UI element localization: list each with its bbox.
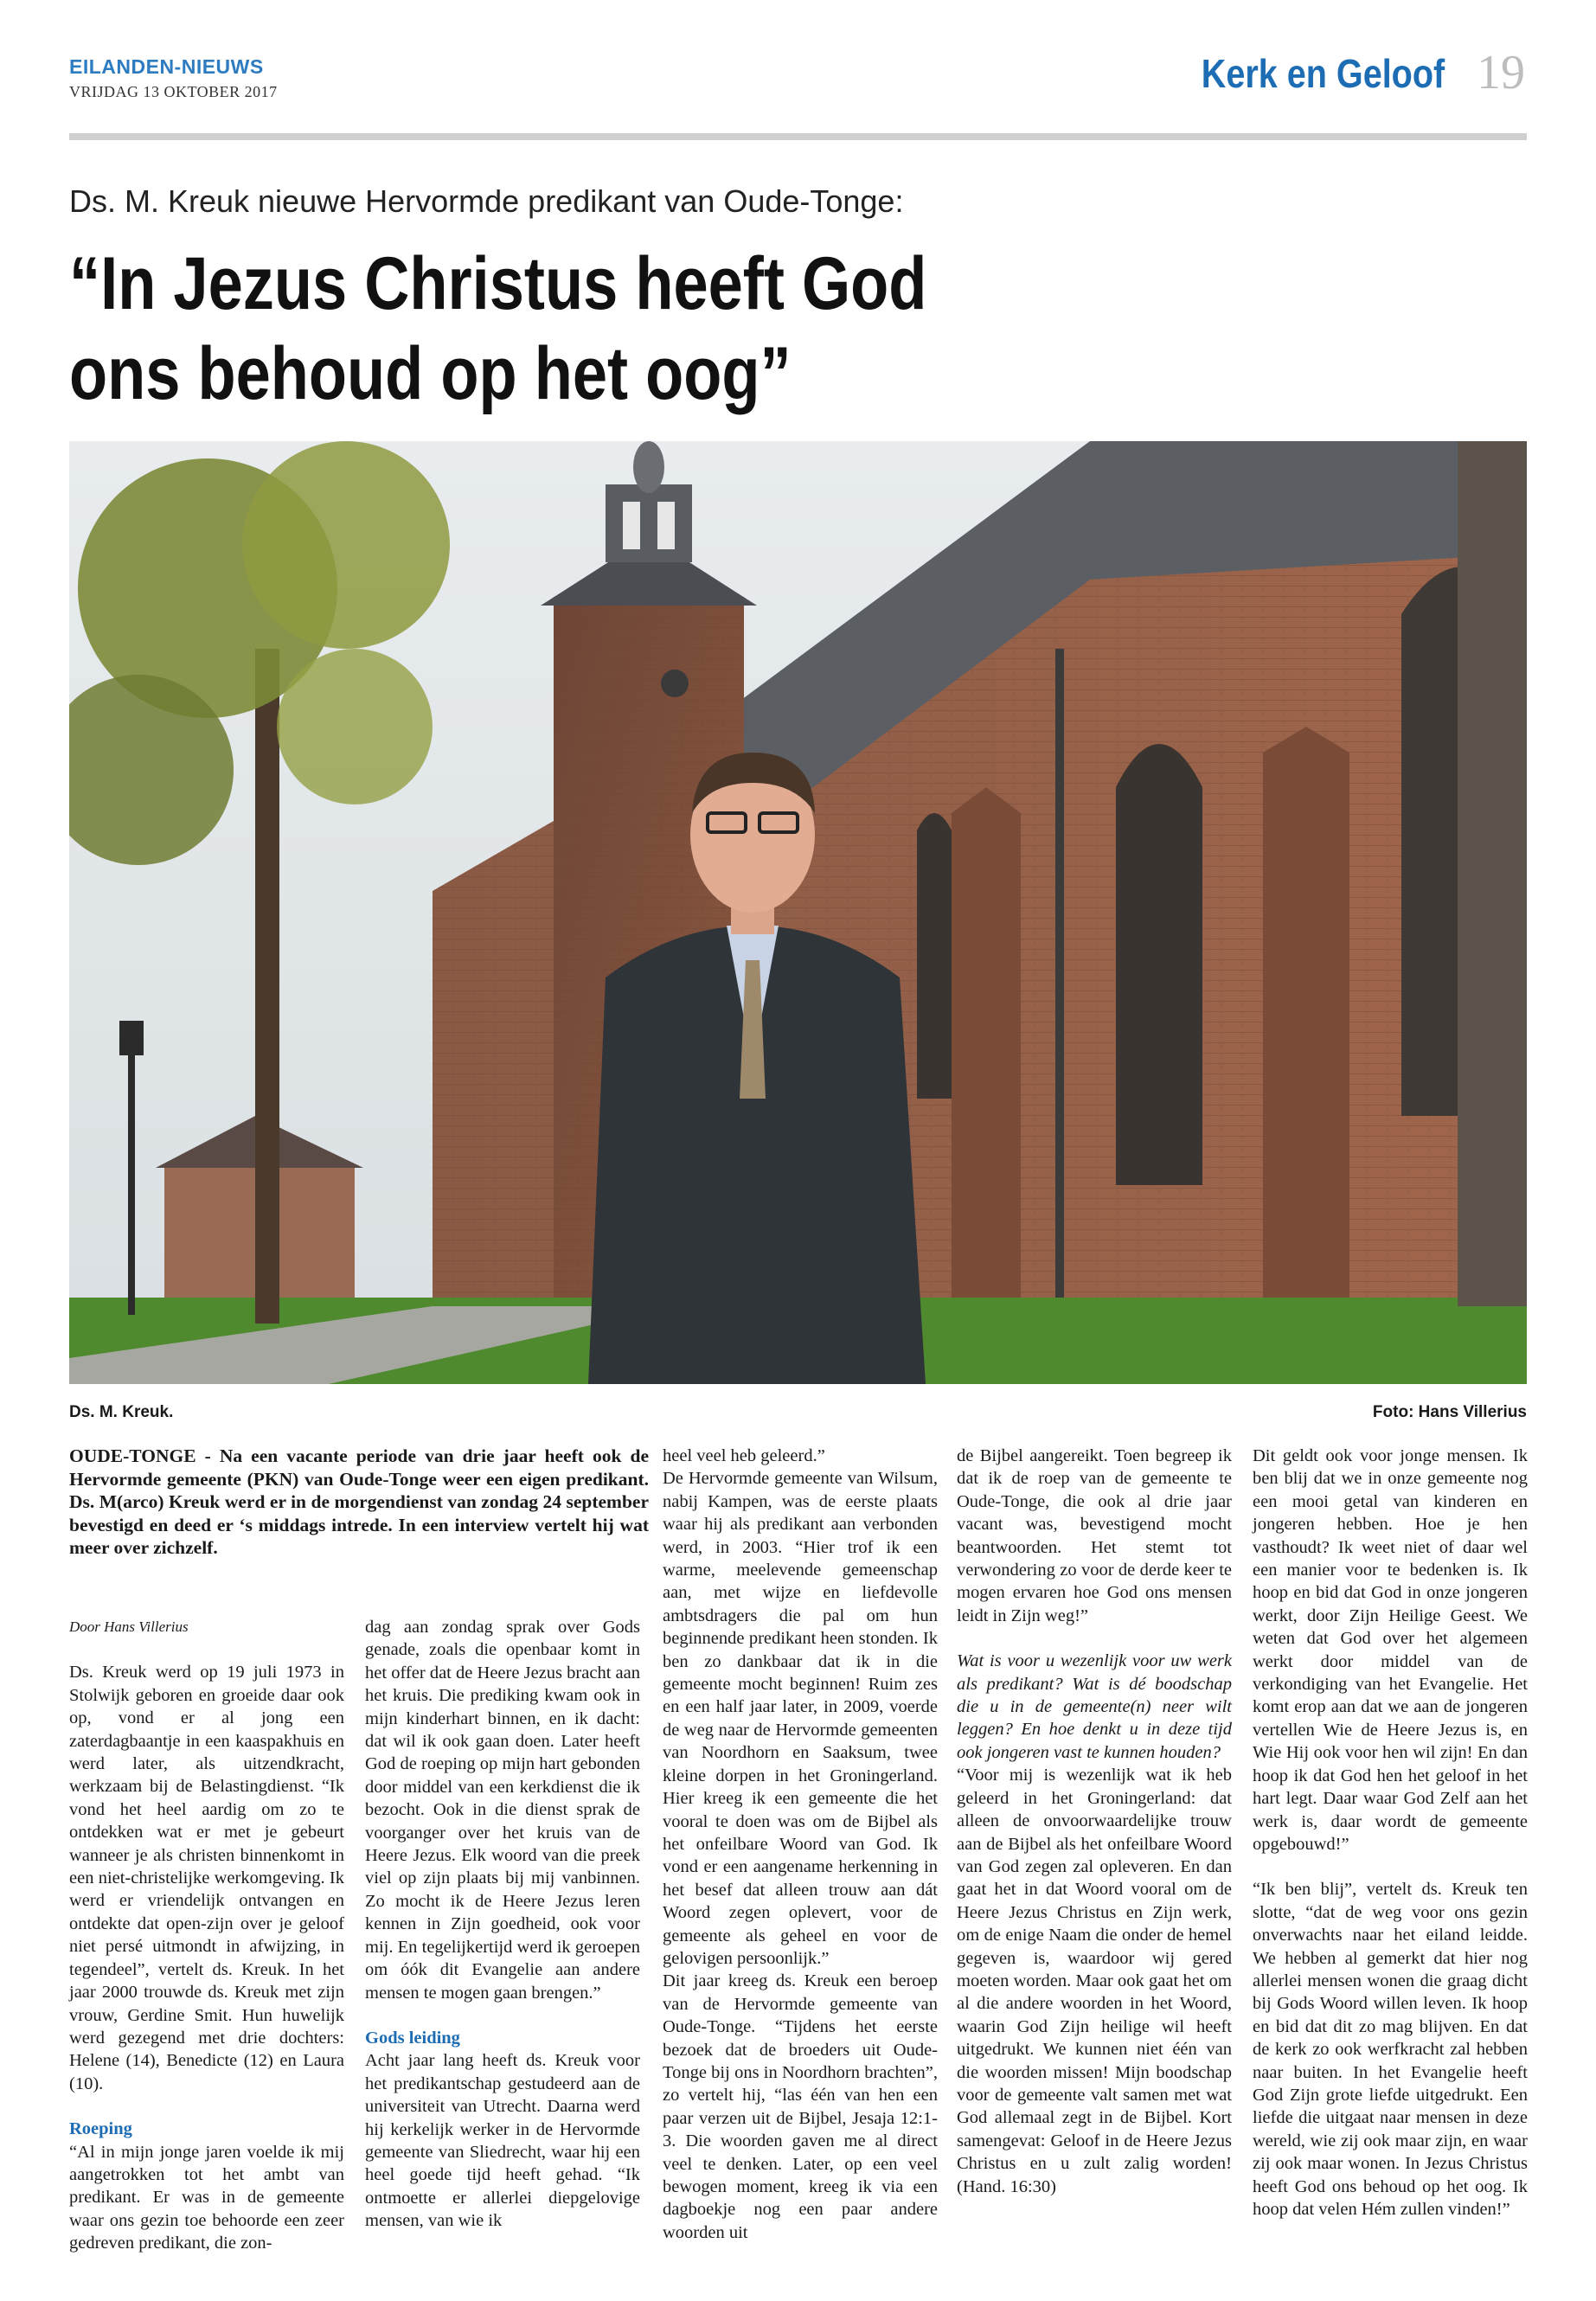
article-column-1 [69, 1616, 344, 2255]
issue-date: VRIJDAG 13 OKTOBER 2017 [69, 83, 278, 100]
paragraph: De Hervormde gemeente van Wilsum, nabij Kampen, was de eerste plaats waar hij als predikant aan verbonden werd, in 2003. “Hier trof ik een warme, meelevende gemeenschap aan, met wijze en liefdevolle ambtsdragers die pal om hun beginnende predikant heen stonden. Ik ben zo dankbaar dat ik in die gemeente mocht beginnen! Ruim zes en een half jaar later, in 2009, voerde de weg naar de Hervormde gemeenten van Noordhorn en Saaksum, twee kleine dorpen in het Groningerland. Hier kreeg ik een gemeente die het vooral te doen was om de Bijbel als het onfeilbare Woord van God. Ik vond er een aangename herkenning in het besef dat alleen trouw aan dát Woord zegen oplevert, voor de gemeente als geheel en voor de gelovigen persoonlijk.” [663, 1469, 938, 1968]
subheading-gods-leiding: Gods leiding [365, 2028, 460, 2048]
paragraph: heel veel heb geleerd.” [663, 1446, 825, 1465]
paragraph: “Voor mij is wezenlijk wat ik heb geleerd in het Groningerland: dat alleen de onvoorwaardelijke trouw aan de Bijbel als het onfeilbare Woord van God zegen zal opleveren. En dan gaat het in dat Woord vooral om de Heere Jezus Christus en Zijn werk, om de enige Naam die onder de hemel gegeven is, waardoor wij gered moeten worden. Maar ook gaat het om al die andere woorden in het Woord, waarin God Zijn heilige wil heeft uitgedrukt. We kunnen niet één van die woorden missen! Mijn boodschap voor de gemeente valt samen met wat God allemaal zegt in de Bijbel. Kort samengevat: Geloof in de Heere Jezus Christus en u zult zalig worden! (Hand. 16:30) [957, 1766, 1232, 2196]
paragraph: “Ik ben blij”, vertelt ds. Kreuk ten slotte, “dat de weg voor ons gezin onverwachts naar het eiland leidde. We hebben al gemerkt dat hier nog allerlei mensen wonen die graag dicht bij Gods Woord willen leven. Ik hoop en bid dat dit zo mag blijven. En dat de kerk zo ook werfkracht zal hebben naar buiten. In het Evangelie heeft God Zijn grote liefde uitgedrukt. Een liefde die uitgaat naar mensen in deze wereld, wie zij ook maar zijn, en waar zij ook maar wonen. In Jezus Christus heeft God ons behoud op het oog. Ik hoop dat velen Hém zullen vinden!” [1253, 1880, 1528, 2219]
paragraph: Dit jaar kreeg ds. Kreuk een beroep van de Hervormde gemeente van Oude-Tonge. “Tijdens het eerste bezoek dat de broeders uit Oude-Tonge bij ons in Noordhorn brachten”, zo vertelt hij, “las één van hen een paar verzen uit de Bijbel, Jesaja 12:1-3. Die woorden gaven me al direct veel te denken. Later, op een veel bewogen moment, kreeg ik via een dagboekje nog een paar andere woorden uit [663, 1971, 938, 2242]
article-column-2 [365, 1616, 640, 2233]
page-number: 19 [1477, 46, 1525, 99]
paragraph: dag aan zondag sprak over Gods genade, zoals die openbaar komt in het offer dat de Heere Jezus bracht aan het kruis. Die prediking kwam ook in mijn kinderhart binnen, en ik dacht: dat wil ik ook gaan doen. Later heeft God de roeping op mijn hart gebonden door middel van een kerkdienst die ik bezocht. Ook in die dienst sprak de voorganger over het kruis van de Heere Jezus. Elk woord van die preek viel op zijn plaats bij mij vanbinnen. Zo mocht ik de Heere Jezus leren kennen in Zijn goedheid, ook voor mij. En tegelijkertijd werd ik geroepen om óók dit Evangelie aan andere mensen te mogen gaan brengen.” [365, 1618, 640, 2003]
paragraph: de Bijbel aangereikt. Toen begreep ik dat ik de roep van de gemeente te Oude-Tonge, die ook al drie jaar vacant was, bevestigend mocht beantwoorden. Het stemt tot verwondering zo voor de derde keer te mogen ervaren hoe God ons mensen leidt in Zijn weg!” [957, 1446, 1232, 1625]
headline-line-2: ons behoud op het oog” [69, 332, 792, 415]
subheading-roeping: Roeping [69, 2119, 132, 2139]
article-headline [69, 239, 1072, 419]
article-column-3 [663, 1445, 938, 2244]
article-kicker: Ds. M. Kreuk nieuwe Hervormde predikant van Oude-Tonge: [69, 183, 904, 219]
photo-credit: Foto: Hans Villerius [1372, 1403, 1527, 1421]
paragraph: Dit geldt ook voor jonge mensen. Ik ben blij dat we in onze gemeente nog een mooi getal van kinderen en jongeren hebben. Hoe je hen vasthoudt? Ik weet niet of daar wel een manier voor te bedenken is. Ik hoop en bid dat God in onze jongeren werkt, door Zijn Heilige Geest. We weten dat God over het algemeen werkt door middel van de verkondiging van het Evangelie. Het komt erop aan dat we aan de jongeren vertellen Wie de Heere Jezus is, en Wie Hij ook voor hen wil zijn! En dan hoop ik dat God hen het geloof in het hart legt. Daar waar God Zelf aan het werk is, daar wordt de gemeente opgebouwd!” [1253, 1446, 1528, 1854]
header-rule [69, 133, 1527, 140]
paragraph: Ds. Kreuk werd op 19 juli 1973 in Stolwijk geboren en groeide daar ook op, vond er al jong een zaterdagbaantje in een kaaspakhuis en werd later, als uitzendkracht, werkzaam bij de Belastingdienst. “Ik vond het heel aardig om zo te ontdekken wat er met je gebeurt wanneer je als christen binnenkomt in een niet-christelijke werkomgeving. Ik werd er vriendelijk ontvangen en ontdekte dat open-zijn over je geloof niet persé uitmondt in afwijzing, in tegendeel”, vertelt ds. Kreuk. In het jaar 2000 trouwde ds. Kreuk met zijn vrouw, Gerdine Smit. Hun huwelijk werd gezegend met drie dochters: Helene (14), Benedicte (12) en Laura (10). [69, 1663, 344, 2093]
section-title: Kerk en Geloof [1201, 51, 1445, 96]
article-lead: OUDE-TONGE - Na een vacante periode van drie jaar heeft ook de Hervormde gemeente (PKN) van Oude-Tonge weer een eigen predikant. Ds. M(arco) Kreuk werd er in de morgendienst van zondag 24 september bevestigd en deed er ‘s middags intrede. In een interview vertelt hij wat meer over zichzelf. [69, 1445, 649, 1559]
article-byline: Door Hans Villerius [69, 1618, 189, 1635]
church-photo-illustration [69, 441, 1527, 1384]
article-photo [69, 441, 1527, 1384]
paragraph: “Al in mijn jonge jaren voelde ik mij aangetrokken tot het ambt van predikant. Er was in de gemeente waar ons gezin toe behoorde een zeer gedreven predikant, die zon- [69, 2142, 344, 2253]
interview-question: Wat is voor u wezenlijk voor uw werk als predikant? Wat is dé boodschap die u in de gemeente(n) neer wilt leggen? En hoe denkt u in deze tijd ook jongeren vast te kunnen houden? [957, 1651, 1232, 1762]
paragraph: Acht jaar lang heeft ds. Kreuk voor het predikantschap gestudeerd aan de universiteit van Utrecht. Daarna werd hij kerkelijk werker in de Hervormde gemeente van Sliedrecht, waar hij een heel goede tijd heeft gehad. “Ik ontmoette er allerlei diepgelovige mensen, van wie ik [365, 2051, 640, 2231]
article-column-5 [1253, 1445, 1528, 2221]
photo-caption: Ds. M. Kreuk. [69, 1403, 174, 1421]
masthead-logo: EILANDEN-NIEUWS [69, 55, 264, 78]
headline-line-1: “In Jezus Christus heeft God [69, 242, 927, 325]
article-column-4 [957, 1445, 1232, 2198]
